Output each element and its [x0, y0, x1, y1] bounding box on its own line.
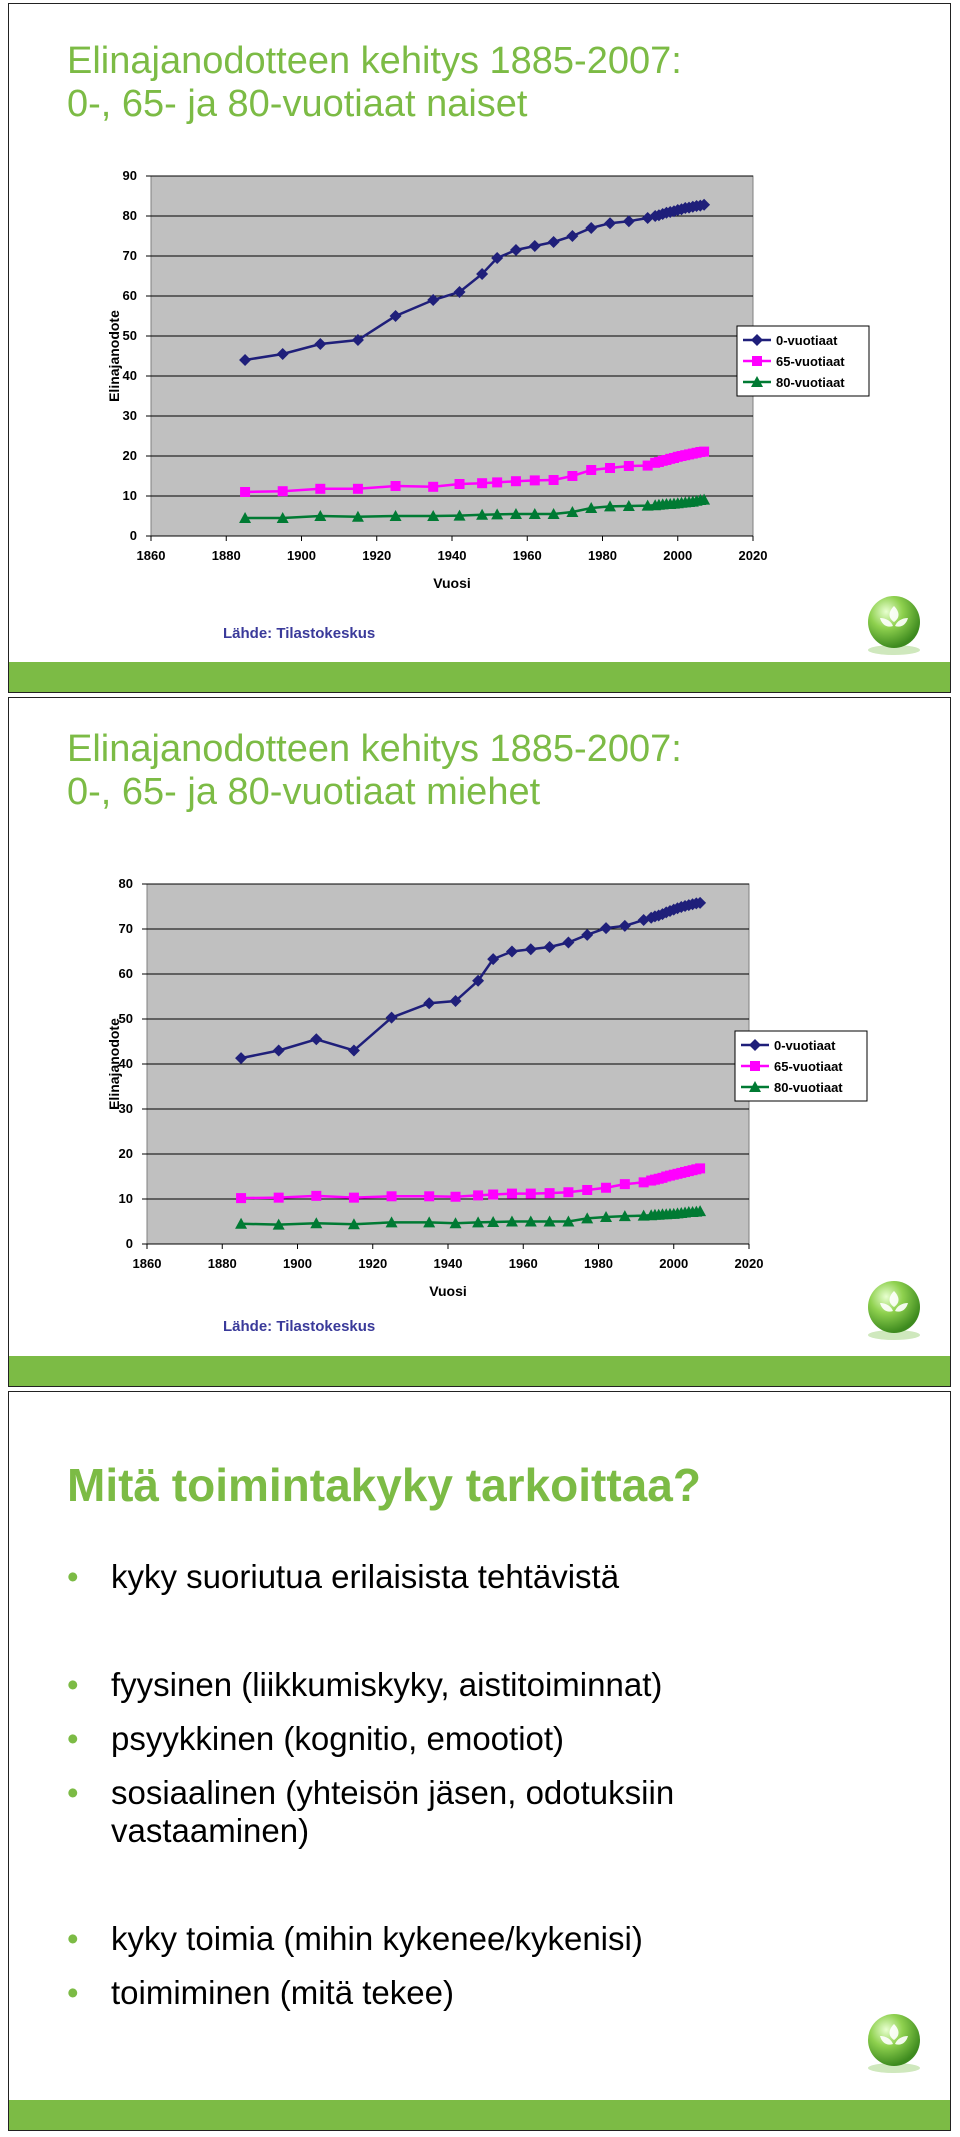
bullet-item: • psyykkinen (kognitio, emootiot) [67, 1720, 565, 1757]
slide-2-source: Lähde: Tilastokeskus [223, 1318, 376, 1335]
data-point [451, 1192, 461, 1202]
slide-2-title-line-2: 0-, 65- ja 80-vuotiaat miehet [67, 771, 541, 813]
x-tick-label: 2000 [659, 1256, 689, 1271]
x-tick-label: 1920 [358, 1256, 388, 1271]
data-point [601, 1183, 611, 1193]
x-tick-label: 1960 [508, 1256, 538, 1271]
data-point [236, 1193, 246, 1203]
data-point [526, 1189, 536, 1199]
y-tick-label: 80 [118, 876, 133, 891]
slide-1-chart [9, 4, 951, 604]
bullet-dot: • [67, 1920, 79, 1957]
x-tick-label: 1860 [136, 548, 166, 563]
slide-2-chart [9, 698, 951, 1298]
y-tick-label: 20 [122, 448, 137, 463]
data-point [488, 1190, 498, 1200]
y-tick-label: 10 [122, 488, 137, 503]
data-point [530, 475, 540, 485]
legend-label: 65-vuotiaat [774, 1059, 843, 1074]
data-point [545, 1188, 555, 1198]
y-tick-label: 20 [118, 1146, 133, 1161]
data-point [567, 471, 577, 481]
x-tick-label: 1980 [584, 1256, 613, 1271]
data-point [620, 1179, 630, 1189]
data-point [511, 476, 521, 486]
slide-3-bullet-list [67, 1542, 907, 2012]
y-tick-label: 10 [118, 1191, 133, 1206]
legend [737, 326, 869, 396]
legend-label: 65-vuotiaat [776, 354, 845, 369]
bullet-dot: • [67, 1666, 79, 1703]
data-point [274, 1193, 284, 1203]
y-tick-label: 30 [122, 408, 137, 423]
x-tick-label: 1940 [437, 548, 467, 563]
green-orb-logo [858, 1273, 928, 1343]
data-point [353, 484, 363, 494]
data-point [311, 1191, 321, 1201]
x-tick-label: 1980 [588, 548, 617, 563]
data-point [605, 463, 615, 473]
x-tick-label: 1940 [433, 1256, 463, 1271]
x-tick-label: 1880 [207, 1256, 237, 1271]
bullet-dot: • [67, 1558, 79, 1595]
data-point [387, 1191, 397, 1201]
green-orb-logo [858, 588, 928, 658]
data-point [549, 475, 559, 485]
legend-label: 0-vuotiaat [776, 333, 838, 348]
x-tick-label: 2020 [738, 548, 768, 563]
data-point [624, 461, 634, 471]
bullet-item: • fyysinen (liikkumiskyky, aistitoiminnat) [67, 1666, 663, 1703]
slide-2-footer-bar [9, 1356, 950, 1386]
x-tick-label: 1920 [362, 548, 392, 563]
data-point [699, 447, 709, 457]
bullet-dot: • [67, 1974, 79, 2011]
legend-label: 80-vuotiaat [776, 375, 845, 390]
y-tick-label: 80 [122, 208, 137, 223]
y-tick-label: 90 [122, 168, 137, 183]
y-tick-label: 40 [122, 368, 137, 383]
data-point [240, 487, 250, 497]
legend-marker [750, 1061, 760, 1071]
slide-1-footer-bar [9, 662, 950, 692]
data-point [695, 1163, 705, 1173]
bullet-item: • kyky suoriutua erilaisista tehtävistä [67, 1558, 620, 1595]
slide-2-title-line-1: Elinajanodotteen kehitys 1885-2007: [67, 728, 682, 770]
bullet-dot: • [67, 1774, 79, 1811]
x-tick-label: 1900 [287, 548, 316, 563]
y-tick-label: 30 [118, 1101, 133, 1116]
data-point [278, 486, 288, 496]
plot-area [151, 176, 753, 536]
y-tick-label: 0 [129, 528, 137, 543]
bullet-item: • kyky toimia (mihin kykenee/kykenisi) [67, 1920, 643, 1957]
y-tick-label: 60 [122, 288, 137, 303]
x-axis-title: Vuosi [433, 575, 471, 591]
data-point [428, 482, 438, 492]
legend [735, 1031, 867, 1101]
data-point [473, 1190, 483, 1200]
data-point [424, 1191, 434, 1201]
data-point [492, 477, 502, 487]
slide-3-title: Mitä toimintakyky tarkoittaa? [67, 1459, 701, 1511]
y-tick-label: 40 [118, 1056, 133, 1071]
legend-label: 80-vuotiaat [774, 1080, 843, 1095]
legend-label: 0-vuotiaat [774, 1038, 836, 1053]
slide-3-footer-bar [9, 2100, 950, 2130]
data-point [586, 465, 596, 475]
data-point [582, 1185, 592, 1195]
data-point [477, 478, 487, 488]
x-tick-label: 1900 [283, 1256, 312, 1271]
green-orb-logo [858, 2006, 928, 2076]
y-axis-title: Elinajanodote [106, 1018, 122, 1110]
x-tick-label: 1960 [512, 548, 542, 563]
y-tick-label: 0 [125, 1236, 133, 1251]
bullet-item: • toimiminen (mitä tekee) [67, 1974, 454, 2011]
bullet-dot: • [67, 1720, 79, 1757]
data-point [349, 1193, 359, 1203]
bullet-item: • sosiaalinen (yhteisön jäsen, odotuksiin vastaaminen) [67, 1774, 675, 1849]
x-tick-label: 1860 [132, 1256, 162, 1271]
data-point [315, 484, 325, 494]
x-tick-label: 1880 [211, 548, 241, 563]
x-tick-label: 2000 [663, 548, 693, 563]
y-tick-label: 60 [118, 966, 133, 981]
slide-1-title-line-2: 0-, 65- ja 80-vuotiaat naiset [67, 83, 528, 125]
y-tick-label: 70 [118, 921, 133, 936]
y-axis-title: Elinajanodote [106, 310, 122, 402]
x-axis-title: Vuosi [429, 1283, 467, 1298]
slide-3 [8, 1391, 951, 2131]
y-tick-label: 70 [122, 248, 137, 263]
y-tick-label: 50 [122, 328, 137, 343]
data-point [507, 1189, 517, 1199]
slide-1 [8, 3, 951, 693]
x-tick-label: 2020 [734, 1256, 764, 1271]
data-point [455, 479, 465, 489]
legend-marker [752, 356, 762, 366]
slide-2 [8, 697, 951, 1387]
y-tick-label: 50 [118, 1011, 133, 1026]
data-point [563, 1187, 573, 1197]
slide-1-source: Lähde: Tilastokeskus [223, 625, 376, 642]
slide-1-title-line-1: Elinajanodotteen kehitys 1885-2007: [67, 40, 682, 82]
data-point [391, 481, 401, 491]
